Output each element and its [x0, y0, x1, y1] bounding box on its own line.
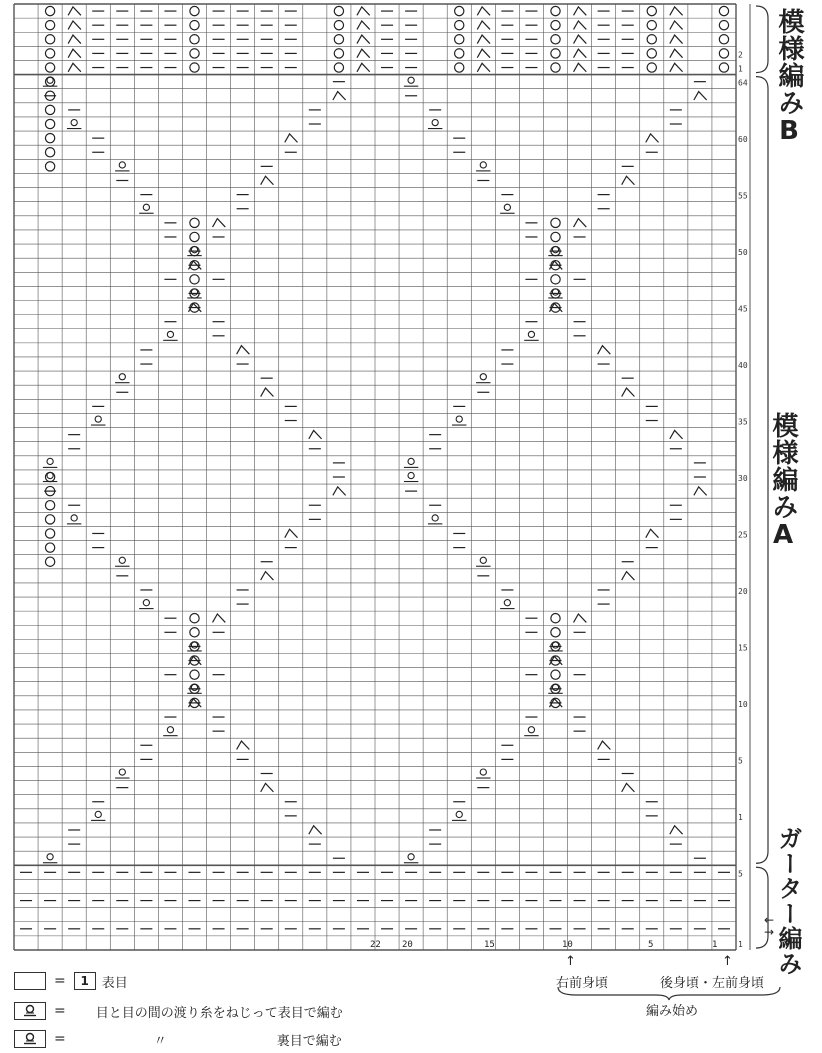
decrease-symbol	[477, 35, 490, 43]
decrease-symbol	[694, 92, 707, 100]
yarn-over-symbol	[45, 133, 54, 142]
label-right-front: 右前身頃	[556, 976, 609, 991]
decrease-symbol	[670, 49, 683, 57]
twist-stitch-symbol	[408, 77, 414, 83]
yarn-over-symbol	[647, 63, 656, 72]
row-number: 15	[738, 643, 748, 653]
twist-stitch-symbol	[95, 811, 101, 817]
yarn-over-symbol	[551, 21, 560, 30]
twist-stitch-symbol	[119, 557, 125, 563]
twist-stitch-symbol	[71, 515, 77, 521]
decrease-symbol	[68, 49, 81, 57]
twist-stitch-symbol	[408, 458, 414, 464]
yarn-over-symbol	[45, 501, 54, 510]
yarn-over-symbol	[334, 21, 343, 30]
twist-stitch-symbol	[504, 204, 510, 210]
decrease-symbol	[261, 783, 274, 791]
row-number: 40	[738, 361, 748, 371]
decrease-symbol	[237, 741, 250, 749]
yarn-over-symbol	[45, 515, 54, 524]
row-number: 20	[738, 587, 748, 597]
decrease-symbol	[357, 49, 370, 57]
row-number: 25	[738, 530, 748, 540]
decrease-symbol	[68, 63, 81, 71]
decrease-symbol	[357, 35, 370, 43]
yarn-over-symbol	[719, 6, 728, 15]
col-number-15: 15	[484, 940, 495, 950]
legend-ditto: 〃	[153, 1033, 167, 1049]
legend-row-twist-knit	[14, 1000, 343, 1022]
twist-stitch-symbol	[432, 515, 438, 521]
yarn-over-symbol	[551, 35, 560, 44]
decrease-symbol	[237, 346, 250, 354]
twist-stitch-symbol	[504, 600, 510, 606]
col-number-10: 10	[562, 940, 573, 950]
section-label-pattern-a: 模様編みA	[768, 412, 798, 551]
decrease-symbol	[357, 63, 370, 71]
decrease-symbol	[357, 7, 370, 15]
decrease-symbol	[574, 219, 587, 227]
decrease-symbol	[285, 134, 298, 142]
decrease-symbol	[622, 176, 635, 184]
yarn-over-symbol	[551, 628, 560, 637]
yarn-over-symbol	[455, 35, 464, 44]
twist-stitch-symbol	[480, 374, 486, 380]
decrease-symbol	[68, 35, 81, 43]
arrow-left-icon: ←	[764, 913, 775, 927]
twist-stitch-symbol	[480, 769, 486, 775]
row-number: 1	[738, 812, 743, 822]
col-number-20: 20	[402, 940, 413, 950]
twist-stitch-symbol	[47, 854, 53, 860]
decrease-symbol	[213, 614, 226, 622]
yarn-over-symbol	[190, 21, 199, 30]
twist-stitch-symbol	[47, 458, 53, 464]
decrease-symbol	[574, 7, 587, 15]
section-label-garter: ガーター編み	[774, 826, 802, 976]
decrease-symbol	[477, 7, 490, 15]
decrease-symbol	[477, 49, 490, 57]
twist-stitch-symbol	[432, 119, 438, 125]
twist-stitch-symbol	[119, 162, 125, 168]
twist-stitch-symbol	[528, 727, 534, 733]
yarn-over-symbol	[551, 275, 560, 284]
decrease-symbol	[309, 826, 322, 834]
yarn-over-symbol	[551, 218, 560, 227]
yarn-over-symbol	[647, 35, 656, 44]
yarn-over-symbol	[551, 670, 560, 679]
legend-row-twist-purl	[14, 1028, 342, 1050]
twist-stitch-symbol	[143, 204, 149, 210]
decrease-symbol	[670, 430, 683, 438]
twist-stitch-symbol	[480, 557, 486, 563]
twist-stitch-symbol	[456, 811, 462, 817]
row-number: 5	[738, 869, 743, 879]
twist-stitch-symbol	[95, 416, 101, 422]
decrease-symbol	[622, 388, 635, 396]
legend-text-twist-purl: 裏目で編む	[276, 1033, 342, 1049]
yarn-over-symbol	[647, 6, 656, 15]
legend-equals: =	[54, 973, 66, 989]
yarn-over-symbol	[190, 63, 199, 72]
yarn-over-symbol	[334, 63, 343, 72]
twist-stitch-symbol	[480, 162, 486, 168]
yarn-over-symbol	[334, 6, 343, 15]
decrease-symbol	[694, 487, 707, 495]
legend-knit-symbol: 1	[74, 972, 96, 990]
decrease-symbol	[670, 63, 683, 71]
twist-stitch-symbol	[119, 769, 125, 775]
legend-row-knit	[14, 970, 128, 992]
decrease-symbol	[213, 219, 226, 227]
decrease-symbol	[646, 134, 659, 142]
yarn-over-symbol	[455, 63, 464, 72]
bracket-icon	[556, 985, 782, 1001]
yarn-over-symbol	[190, 218, 199, 227]
arrow-up-icon: ↑	[565, 954, 576, 969]
row-number: 35	[738, 417, 748, 427]
decrease-symbol	[333, 92, 346, 100]
decrease-symbol	[598, 346, 611, 354]
legend-text-knit: 表目	[101, 975, 128, 991]
decrease-symbol	[68, 7, 81, 15]
twist-purl-icon	[14, 1030, 46, 1048]
yarn-over-symbol	[551, 6, 560, 15]
yarn-over-symbol	[334, 35, 343, 44]
yarn-over-symbol	[45, 6, 54, 15]
row-number: 60	[738, 135, 748, 145]
decrease-symbol	[477, 21, 490, 29]
legend-empty-box	[14, 972, 46, 990]
arrow-right-icon: →	[764, 925, 775, 939]
yarn-over-symbol	[45, 35, 54, 44]
yarn-over-symbol	[190, 628, 199, 637]
yarn-over-symbol	[719, 63, 728, 72]
decrease-symbol	[261, 176, 274, 184]
row-number: 30	[738, 474, 748, 484]
yarn-over-symbol	[719, 21, 728, 30]
decrease-symbol	[68, 21, 81, 29]
decrease-symbol	[574, 49, 587, 57]
yarn-over-symbol	[190, 275, 199, 284]
yarn-over-symbol	[551, 63, 560, 72]
twist-stitch-symbol	[408, 854, 414, 860]
yarn-over-symbol	[190, 49, 199, 58]
decrease-symbol	[574, 63, 587, 71]
decrease-symbol	[574, 21, 587, 29]
decrease-symbol	[670, 35, 683, 43]
twist-stitch-symbol	[528, 331, 534, 337]
decrease-symbol	[574, 614, 587, 622]
yarn-over-symbol	[647, 49, 656, 58]
decrease-symbol	[622, 572, 635, 580]
yarn-over-symbol	[190, 232, 199, 241]
yarn-over-symbol	[190, 35, 199, 44]
yarn-over-symbol	[45, 63, 54, 72]
yarn-over-symbol	[190, 614, 199, 623]
yarn-over-symbol	[45, 105, 54, 114]
twist-stitch-symbol	[408, 472, 414, 478]
decrease-symbol	[670, 7, 683, 15]
yarn-over-symbol	[45, 557, 54, 566]
yarn-over-symbol	[334, 49, 343, 58]
yarn-over-symbol	[45, 529, 54, 538]
row-number: 45	[738, 304, 748, 314]
label-start: 編み始め	[646, 1004, 699, 1019]
decrease-symbol	[622, 783, 635, 791]
col-number-1: 1	[712, 940, 718, 950]
row-number: 1	[738, 940, 743, 949]
bracket-pattern-b	[756, 6, 768, 73]
yarn-over-symbol	[45, 148, 54, 157]
yarn-over-symbol	[719, 35, 728, 44]
legend-equals: =	[54, 1031, 66, 1047]
legend-equals: =	[54, 1003, 66, 1019]
decrease-symbol	[333, 487, 346, 495]
decrease-symbol	[646, 529, 659, 537]
yarn-over-symbol	[190, 6, 199, 15]
yarn-over-symbol	[45, 543, 54, 552]
decrease-symbol	[285, 529, 298, 537]
label-back-left-front: 後身頃・左前身頃	[660, 976, 765, 991]
yarn-over-symbol	[455, 21, 464, 30]
yarn-over-symbol	[45, 49, 54, 58]
decrease-symbol	[309, 430, 322, 438]
decrease-symbol	[357, 21, 370, 29]
decrease-symbol	[261, 572, 274, 580]
yarn-over-symbol	[551, 614, 560, 623]
yarn-over-symbol	[551, 49, 560, 58]
decrease-symbol	[261, 388, 274, 396]
twist-stitch-symbol	[167, 727, 173, 733]
row-number: 2	[738, 50, 743, 60]
arrow-up-icon: ↑	[722, 954, 733, 969]
yarn-over-symbol	[45, 162, 54, 171]
twist-stitch-symbol	[143, 600, 149, 606]
col-number-5: 5	[648, 940, 654, 950]
yarn-over-symbol	[719, 49, 728, 58]
twist-knit-icon	[14, 1002, 46, 1020]
yarn-over-symbol	[455, 49, 464, 58]
yarn-over-symbol	[647, 21, 656, 30]
yarn-over-symbol	[551, 232, 560, 241]
decrease-symbol	[574, 35, 587, 43]
decrease-symbol	[477, 63, 490, 71]
twist-stitch-symbol	[119, 374, 125, 380]
twist-stitch-symbol	[167, 331, 173, 337]
row-number: 5	[738, 756, 743, 766]
decrease-symbol	[598, 741, 611, 749]
bracket-pattern-a	[756, 77, 768, 864]
section-label-pattern-b: 模様編みB	[774, 8, 804, 147]
twist-stitch-symbol	[71, 119, 77, 125]
yarn-over-symbol	[455, 6, 464, 15]
legend-text-twist-knit: 目と目の間の渡り糸をねじって表目で編む	[95, 1005, 343, 1021]
row-number: 1	[738, 64, 743, 74]
decrease-symbol	[670, 21, 683, 29]
row-number: 64	[738, 78, 748, 88]
col-number-22: 22	[370, 940, 381, 950]
yarn-over-symbol	[45, 119, 54, 128]
twist-stitch-symbol	[456, 416, 462, 422]
yarn-over-symbol	[190, 670, 199, 679]
row-number: 50	[738, 248, 748, 258]
yarn-over-symbol	[45, 21, 54, 30]
decrease-symbol	[670, 826, 683, 834]
row-number: 55	[738, 191, 748, 201]
row-number: 10	[738, 699, 748, 709]
